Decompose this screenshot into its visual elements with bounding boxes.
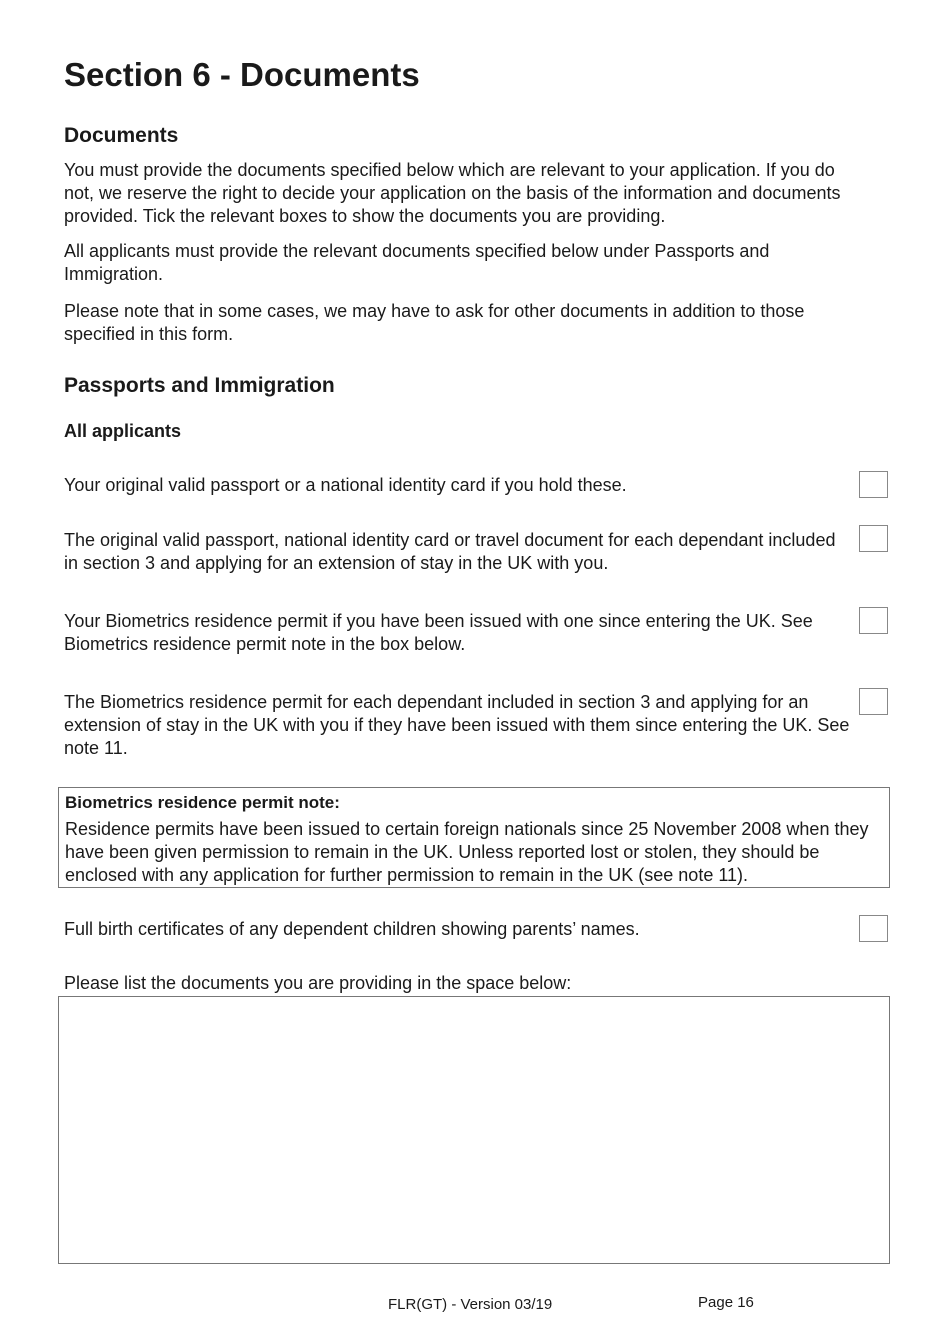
passport-item-text: Your original valid passport or a national identity card if you hold these. [64, 475, 627, 495]
documents-heading: Documents [64, 124, 179, 147]
all-applicants-paragraph: All applicants must provide the relevant documents specified below under Passports and Immigration. [64, 241, 770, 284]
other-documents-paragraph: Please note that in some cases, we may have to ask for other documents in addition to those specified in this form. [64, 301, 805, 344]
documents-intro-paragraph: You must provide the documents specified below which are relevant to your application. If you do not, we reserve the right to decide your application on the basis of the information and documents provided. Tick the relevant boxes to show the documents you are providing. [64, 160, 841, 226]
biometrics-permit-item-text: Your Biometrics residence permit if you have been issued with one since entering the UK. See Biometrics residence permit note in the box below. [64, 611, 813, 654]
birth-certificates-checkbox[interactable] [859, 915, 888, 942]
form-version: FLR(GT) - Version 03/19 [388, 1296, 553, 1313]
dependant-passport-checkbox[interactable] [859, 525, 888, 552]
passport-checkbox[interactable] [859, 471, 888, 498]
note-title: Biometrics residence permit note: [65, 793, 340, 812]
documents-list-label: Please list the documents you are providing in the space below: [64, 973, 572, 993]
biometrics-permit-checkbox[interactable] [859, 607, 888, 634]
dependant-biometrics-item-text: The Biometrics residence permit for each dependant included in section 3 and applying for an extension of stay in the UK with you if they have been issued with them since entering the UK. See note 11. [64, 692, 850, 758]
passports-heading: Passports and Immigration [64, 374, 335, 397]
documents-list-textarea[interactable] [58, 996, 890, 1264]
dependant-passport-item-text: The original valid passport, national identity card or travel document for each dependant included in section 3 and applying for an extension of stay in the UK with you. [64, 530, 836, 573]
dependant-biometrics-checkbox[interactable] [859, 688, 888, 715]
page-title: Section 6 - Documents [64, 56, 420, 93]
page-number: Page 16 [698, 1294, 754, 1311]
all-applicants-subheading: All applicants [64, 421, 182, 441]
birth-certificates-item-text: Full birth certificates of any dependent children showing parents’ names. [64, 919, 640, 939]
biometrics-note-box [58, 787, 890, 888]
note-body: Residence permits have been issued to certain foreign nationals since 25 November 2008 when they have been given permission to remain in the UK. Unless reported lost or stolen, they should be enclosed with any application for further permission to remain in the UK (see note 11). [65, 819, 869, 885]
